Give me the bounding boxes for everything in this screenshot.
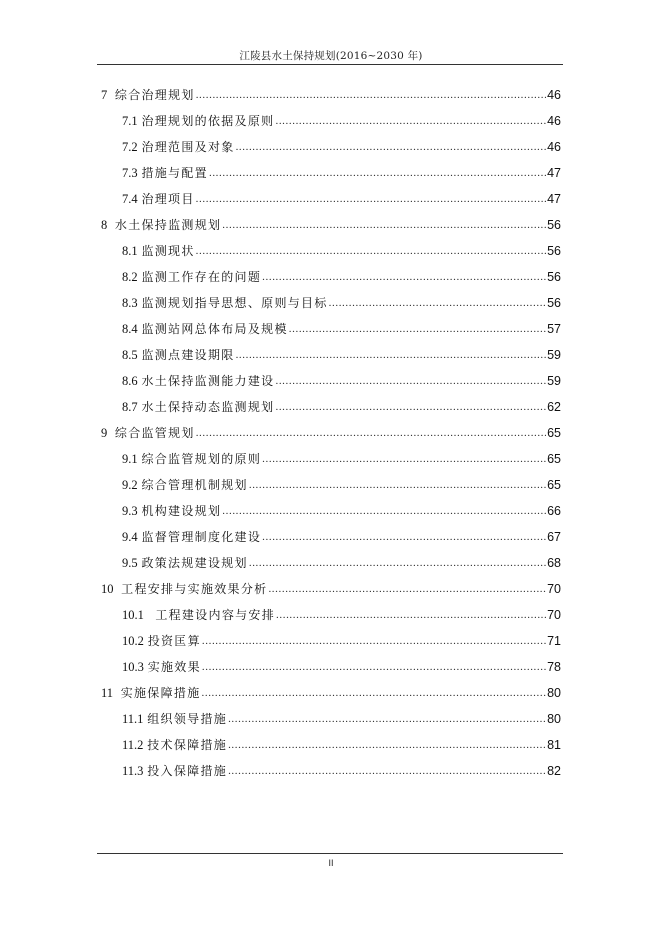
toc-section-entry[interactable] [0,134,662,160]
toc-dot-leader [228,714,546,725]
toc-dot-leader [268,584,546,595]
toc-entry-number: 9.4 [122,529,138,544]
toc-entry-title: 治理规划的依据及原则 [141,114,275,128]
toc-section-entry[interactable] [0,550,662,576]
toc-entry-title: 治理范围及对象 [141,140,235,154]
toc-entry-title: 综合管理机制规划 [141,478,248,492]
toc-entry-number: 9 [101,425,108,440]
page-number: II [328,858,334,868]
toc-entry-page: 56 [547,269,561,284]
toc-entry-separator [144,609,155,621]
toc-entry-page: 57 [547,321,561,336]
toc-entry-page: 47 [547,165,561,180]
toc-entry-title: 监测工作存在的问题 [141,270,262,284]
toc-section-entry[interactable] [0,472,662,498]
toc-dot-leader [289,324,546,335]
toc-entry-page: 46 [547,87,561,102]
toc-chapter-entry[interactable] [0,82,662,108]
toc-entry-title: 水土保持监测规划 [114,218,222,232]
toc-entry-page: 56 [547,243,561,258]
toc-chapter-entry[interactable] [0,680,662,706]
toc-entry-title: 措施与配置 [141,166,208,180]
toc-entry-page: 80 [547,685,561,700]
toc-section-entry[interactable] [0,654,662,680]
toc-entry-title: 综合监管规划 [114,426,195,440]
toc-dot-leader [228,740,546,751]
toc-dot-leader [202,688,547,699]
toc-entry-number: 11.1 [122,711,144,726]
toc-dot-leader [275,116,546,127]
toc-entry-number: 10.3 [122,659,144,674]
toc-entry-number: 8.4 [122,321,138,336]
toc-entry-title: 政策法规建设规划 [141,556,248,570]
toc-dot-leader [196,428,546,439]
toc-entry-title: 监测现状 [141,244,195,258]
toc-entry-title: 实施效果 [147,660,201,674]
toc-entry-page: 71 [547,633,561,648]
running-header: 江陵县水土保持规划(2016~2030 年) [239,50,423,62]
toc-section-entry[interactable] [0,108,662,134]
toc-entry-number: 11 [101,685,114,700]
toc-dot-leader [228,766,546,777]
toc-entry-title: 监测规划指导思想、原则与目标 [141,296,328,310]
toc-entry-separator [107,89,115,101]
toc-entry-number: 7.4 [122,191,138,206]
toc-entry-number: 9.2 [122,477,138,492]
toc-entry-number: 9.1 [122,451,138,466]
toc-entry-page: 80 [547,711,561,726]
toc-entry-number: 7.3 [122,165,138,180]
table-of-contents [0,82,662,784]
toc-entry-page: 59 [547,373,561,388]
toc-entry-number: 7.2 [122,139,138,154]
toc-entry-title: 投入保障措施 [147,764,228,778]
toc-dot-leader [329,298,546,309]
toc-entry-page: 56 [547,295,561,310]
toc-entry-page: 70 [547,581,561,596]
toc-entry-number: 7 [101,87,108,102]
toc-dot-leader [222,220,546,231]
toc-entry-separator [113,687,121,699]
toc-entry-title: 水土保持监测能力建设 [141,374,275,388]
toc-entry-title: 工程建设内容与安排 [155,608,276,622]
toc-entry-separator [107,427,115,439]
toc-entry-number: 11.3 [122,763,144,778]
toc-dot-leader [209,168,546,179]
toc-entry-number: 8.5 [122,347,138,362]
toc-entry-separator [114,583,122,595]
toc-entry-page: 47 [547,191,561,206]
toc-entry-number: 8.6 [122,373,138,388]
toc-entry-page: 46 [547,113,561,128]
toc-section-entry[interactable] [0,186,662,212]
toc-section-entry[interactable] [0,524,662,550]
toc-entry-page: 46 [547,139,561,154]
toc-entry-title: 治理项目 [141,192,195,206]
toc-dot-leader [236,142,547,153]
toc-section-entry[interactable] [0,446,662,472]
toc-entry-number: 9.5 [122,555,138,570]
toc-entry-title: 监督管理制度化建设 [141,530,262,544]
toc-entry-page: 65 [547,477,561,492]
toc-entry-page: 62 [547,399,561,414]
toc-entry-title: 水土保持动态监测规划 [141,400,275,414]
toc-entry-number: 8.7 [122,399,138,414]
toc-dot-leader [222,506,546,517]
toc-section-entry[interactable] [0,316,662,342]
toc-entry-page: 68 [547,555,561,570]
toc-section-entry[interactable] [0,342,662,368]
toc-entry-number: 8 [101,217,108,232]
toc-dot-leader [249,480,546,491]
toc-entry-title: 投资匡算 [147,634,201,648]
toc-section-entry[interactable] [0,628,662,654]
toc-entry-page: 78 [547,659,561,674]
toc-entry-number: 9.3 [122,503,138,518]
toc-entry-number: 7.1 [122,113,138,128]
footer-divider [97,853,563,854]
toc-entry-page: 65 [547,451,561,466]
toc-entry-page: 65 [547,425,561,440]
toc-entry-number: 8.2 [122,269,138,284]
header-divider [97,64,563,65]
toc-entry-title: 监测站网总体布局及规模 [141,322,288,336]
toc-dot-leader [196,90,546,101]
toc-dot-leader [202,662,546,673]
toc-section-entry[interactable] [0,264,662,290]
toc-entry-title: 技术保障措施 [147,738,228,752]
toc-section-entry[interactable] [0,290,662,316]
toc-dot-leader [275,402,546,413]
toc-entry-number: 10 [101,581,114,596]
toc-entry-title: 综合治理规划 [114,88,195,102]
toc-dot-leader [236,350,547,361]
toc-section-entry[interactable] [0,706,662,732]
toc-section-entry[interactable] [0,394,662,420]
toc-entry-page: 81 [547,737,561,752]
toc-dot-leader [249,558,546,569]
toc-dot-leader [262,454,546,465]
toc-entry-title: 实施保障措施 [120,686,201,700]
toc-chapter-entry[interactable] [0,576,662,602]
toc-entry-title: 综合监管规划的原则 [141,452,262,466]
toc-entry-page: 70 [547,607,561,622]
toc-dot-leader [276,610,546,621]
toc-chapter-entry[interactable] [0,212,662,238]
toc-chapter-entry[interactable] [0,420,662,446]
toc-dot-leader [262,272,546,283]
toc-entry-title: 组织领导措施 [147,712,228,726]
toc-entry-number: 10.2 [122,633,144,648]
toc-entry-page: 56 [547,217,561,232]
toc-entry-page: 66 [547,503,561,518]
toc-entry-title: 工程安排与实施效果分析 [121,582,268,596]
toc-entry-page: 59 [547,347,561,362]
toc-entry-title: 监测点建设期限 [141,348,235,362]
toc-dot-leader [196,246,546,257]
toc-entry-separator [107,219,115,231]
toc-section-entry[interactable] [0,238,662,264]
toc-entry-page: 67 [547,529,561,544]
toc-section-entry[interactable] [0,498,662,524]
toc-dot-leader [262,532,546,543]
toc-entry-number: 10.1 [122,607,144,622]
toc-section-entry[interactable] [0,732,662,758]
toc-entry-number: 8.3 [122,295,138,310]
toc-entry-number: 8.1 [122,243,138,258]
toc-entry-page: 82 [547,763,561,778]
toc-section-entry[interactable] [0,758,662,784]
toc-section-entry[interactable] [0,368,662,394]
toc-dot-leader [275,376,546,387]
toc-dot-leader [202,636,546,647]
toc-entry-number: 11.2 [122,737,144,752]
toc-section-entry[interactable] [0,160,662,186]
toc-entry-title: 机构建设规划 [141,504,222,518]
toc-dot-leader [196,194,546,205]
toc-section-entry[interactable] [0,602,662,628]
